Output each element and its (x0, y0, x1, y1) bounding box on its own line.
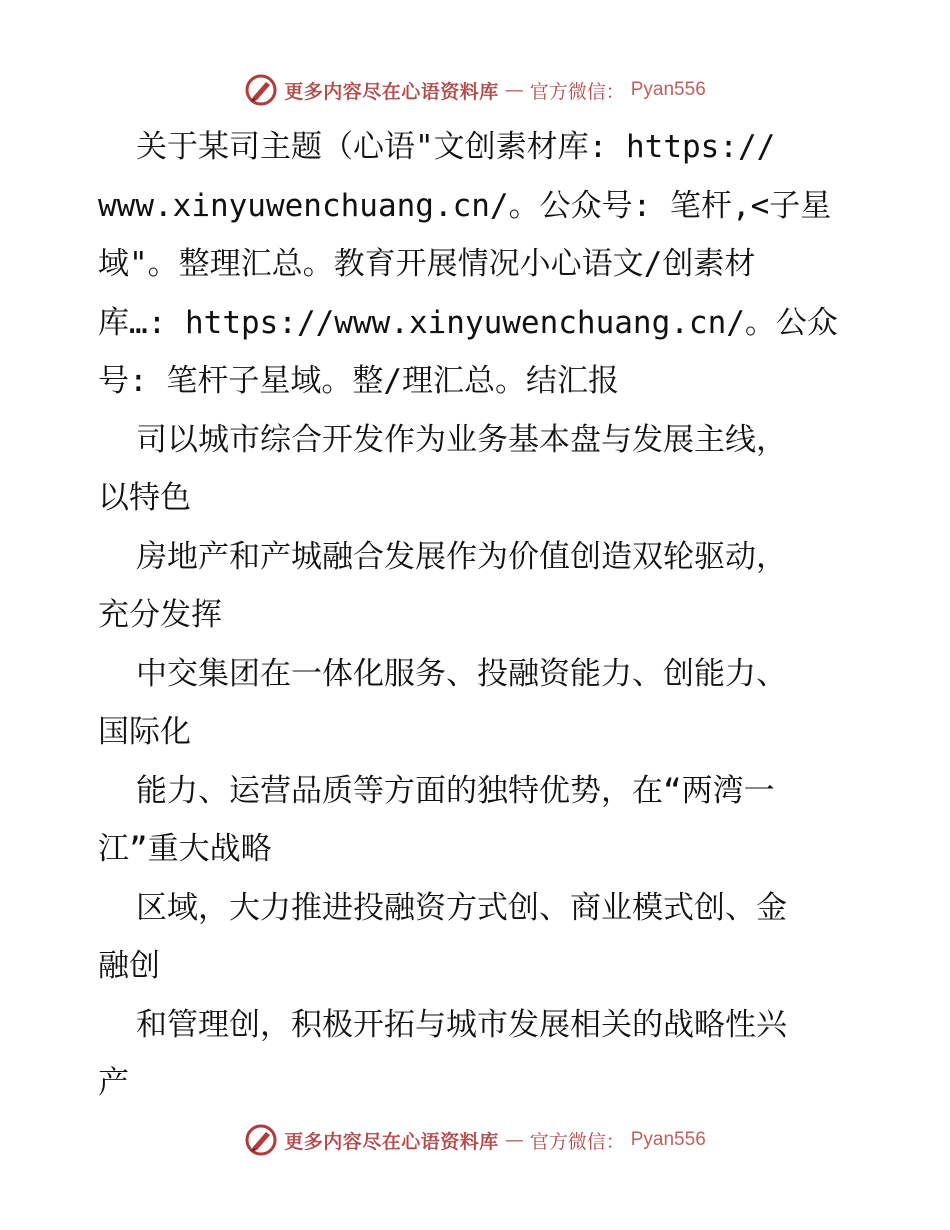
paragraph-1: 关于某司主题（心语"文创素材库: https:// www.xinyuwenchuang.cn/。公众号: 笔杆,<子星 域"。整理汇总。教育开展情况小心语文/创素材 库…: https://www.xinyuwenchuang.cn/。公众 号: 笔杆子星域。整/理汇总。结汇报 (98, 129, 838, 399)
header-banner-label: 官方微信： (529, 80, 625, 103)
header-banner-id: Pyan556 (630, 79, 706, 100)
pen-logo-icon (244, 1123, 278, 1157)
paragraph-4: 中交集团在一体化服务、投融资能力、创能力、 国际化 (98, 655, 787, 750)
footer-banner (0, 1120, 950, 1160)
footer-banner-label: 官方微信： (529, 1130, 625, 1153)
footer-banner-inner (244, 1123, 706, 1157)
footer-banner-id: Pyan556 (630, 1129, 706, 1150)
paragraph-2: 司以城市综合开发作为业务基本盘与发展主线， 以特色 (98, 421, 787, 516)
document-body (98, 118, 868, 1113)
paragraph-3: 房地产和产城融合发展作为价值创造双轮驱动， 充分发挥 (98, 538, 787, 633)
header-banner-dash: — (504, 79, 524, 101)
header-banner-text: 更多内容尽在心语资料库 (284, 80, 499, 103)
footer-banner-dash: — (504, 1129, 524, 1151)
header-banner (0, 70, 950, 110)
pen-logo-icon (244, 73, 278, 107)
footer-banner-text: 更多内容尽在心语资料库 (284, 1130, 499, 1153)
paragraph-5: 能力、运营品质等方面的独特优势，在“两湾一 江”重大战略 (98, 772, 775, 867)
header-banner-inner (244, 73, 706, 107)
paragraph-6: 区域，大力推进投融资方式创、商业模式创、金 融创 (98, 889, 787, 984)
paragraph-7: 和管理创，积极开拓与城市发展相关的战略性兴 产 (98, 1006, 787, 1101)
